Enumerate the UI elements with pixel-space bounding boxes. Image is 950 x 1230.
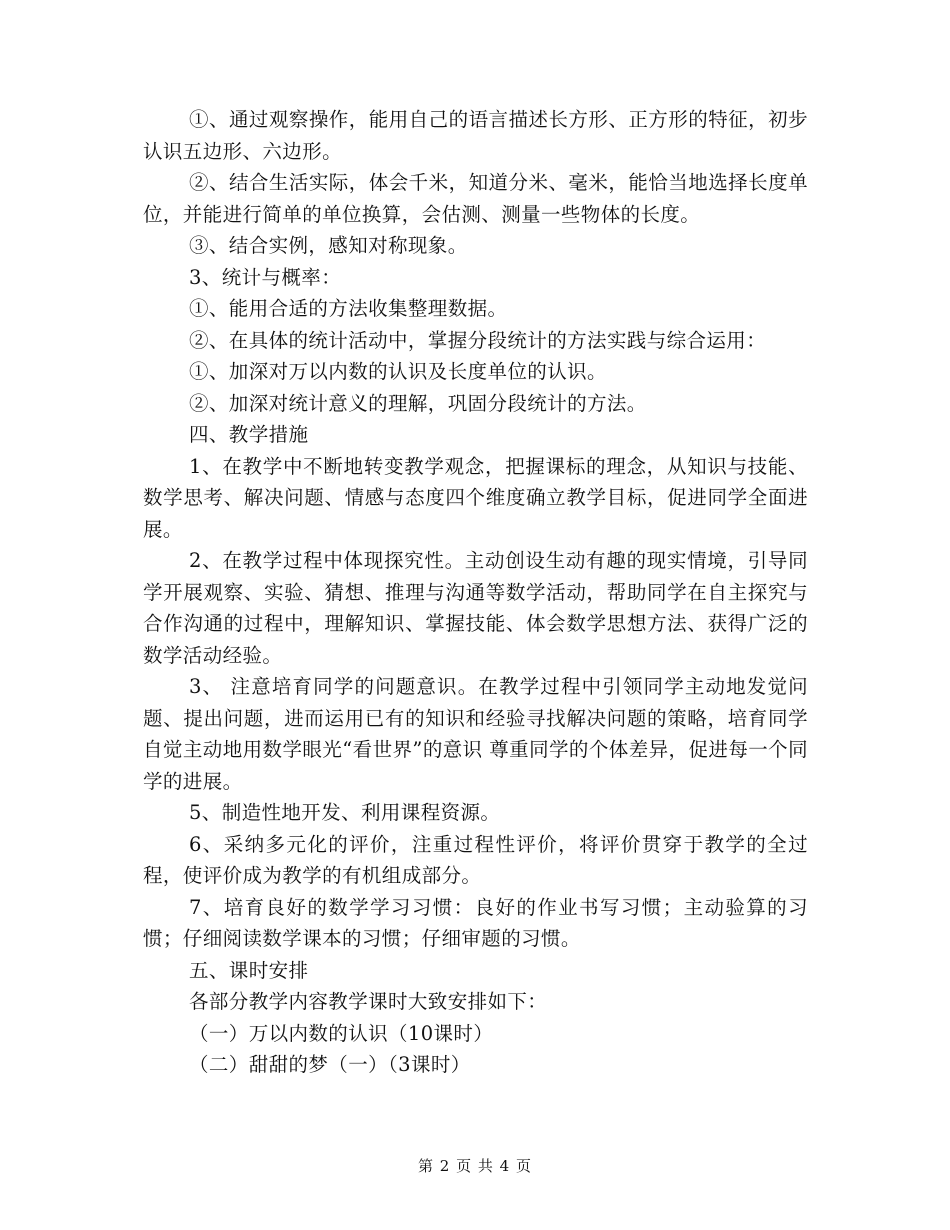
- heading-teaching-measures: 四、教学措施: [189, 423, 309, 446]
- paragraph-measure-1: 1、在教学中不断地转变教学观念，把握课标的理念，从知识与技能、数学思考、解决问题、情感与态度四个维度确立教学目标，促进同学全面进展。: [143, 454, 808, 541]
- paragraph-goal-shapes: ①、通过观察操作，能用自己的语言描述长方形、正方形的特征，初步认识五边形、六边形。: [143, 108, 808, 163]
- paragraph-stat-segment: ②、在具体的统计活动中，掌握分段统计的方法实践与综合运用：: [189, 328, 767, 352]
- page-number: 第 2 页 共 4 页: [418, 1157, 532, 1175]
- paragraph-stat-collect: ①、能用合适的方法收集整理数据。: [189, 297, 508, 320]
- paragraph-goal-symmetry: ③、结合实例，感知对称现象。: [189, 234, 468, 257]
- heading-statistics: 3、统计与概率：: [189, 265, 342, 289]
- paragraph-practice-numbers: ①、加深对万以内数的认识及长度单位的认识。: [189, 360, 607, 383]
- heading-schedule: 五、课时安排: [189, 958, 309, 982]
- paragraph-measure-5: 5、制造性地开发、利用课程资源。: [189, 801, 501, 824]
- schedule-item-2: （二）甜甜的梦（一）（3课时）: [189, 1053, 471, 1076]
- paragraph-measure-7: 7、培育良好的数学学习习惯：良好的作业书写习惯；主动验算的习惯；仔细阅读数学课本的习惯；仔细审题的习惯。: [143, 895, 808, 950]
- paragraph-measure-6: 6、采纳多元化的评价，注重过程性评价，将评价贯穿于教学的全过程，使评价成为教学的有机组成部分。: [143, 832, 808, 887]
- paragraph-practice-statistics: ②、加深对统计意义的理解，巩固分段统计的方法。: [189, 391, 647, 415]
- page-footer: [0, 1155, 950, 1176]
- paragraph-schedule-intro: 各部分教学内容教学课时大致安排如下：: [189, 990, 548, 1013]
- page-body: [143, 104, 808, 1081]
- paragraph-goal-length: ②、结合生活实际，体会千米，知道分米、毫米，能恰当地选择长度单位，并能进行简单的单位换算，会估测、测量一些物体的长度。: [143, 171, 808, 226]
- paragraph-measure-2: 2、在教学过程中体现探究性。主动创设生动有趣的现实情境，引导同学开展观察、实验、猜想、推理与沟通等数学活动，帮助同学在自主探究与合作沟通的过程中，理解知识、掌握技能、体会数学思想方法、获得广泛的数学活动经验。: [143, 549, 808, 667]
- paragraph-measure-3: 3、 注意培育同学的问题意识。在教学过程中引领同学主动地发觉问题、提出问题，进而运用已有的知识和经验寻找解决问题的策略，培育同学自觉主动地用数学眼光“看世界”的意识 尊重同学的个体差异，促进每一个同学的进展。: [143, 675, 808, 793]
- schedule-item-1: （一）万以内数的认识（10课时）: [189, 1021, 494, 1045]
